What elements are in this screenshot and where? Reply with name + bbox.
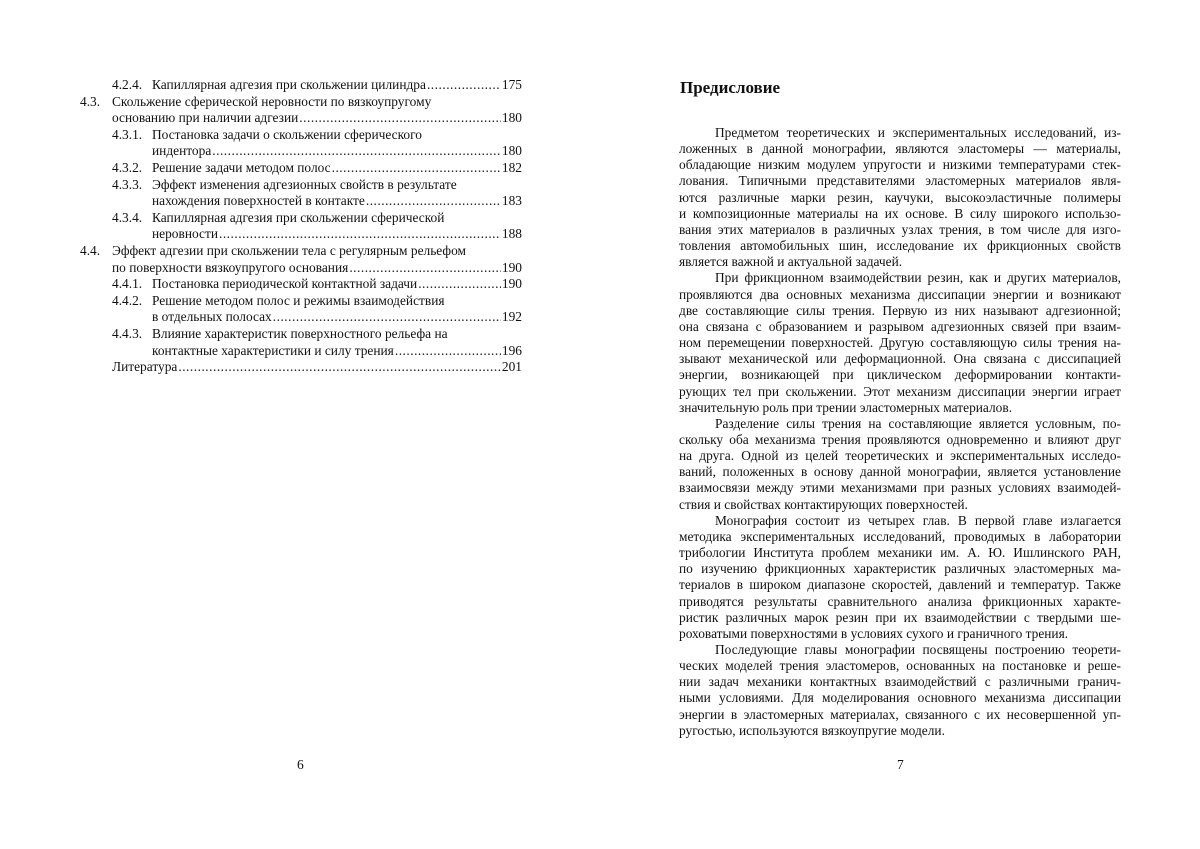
text-line: роховатыми поверхностями в условиях сухого и граничного трения. [679,625,1069,641]
preface-body [679,125,1121,739]
text-line: ными условиями. Для моделирования основного механизма диссипации [679,690,1121,706]
paragraph [679,270,1121,415]
text-line: товления автомобильных шин, исследование их фрикционных свойств [679,238,1121,254]
toc-entry-title: Эффект адгезии при скольжении тела с регулярным рельефом [112,242,466,258]
toc-page-number: 182 [501,159,522,175]
text-line: Последующие главы монографии посвящены построению теорети- [715,642,1121,657]
text-line: вания этих материалов в различных узлах трения, в том числе для изго- [679,221,1121,237]
toc-page-number: 196 [501,342,522,358]
dot-leader [219,226,501,243]
toc-entry-title: в отдельных полосах [152,309,272,325]
dot-leader [178,359,501,376]
toc-entry-title: по поверхности вязкоупругого основания [112,259,349,275]
toc-line [80,309,522,326]
text-line: Разделение силы трения на составляющие является условным, по- [715,415,1121,431]
toc-line [80,326,522,343]
toc-line [80,276,522,293]
right-page [600,0,1200,849]
toc-line [80,94,522,111]
toc-entry-number: 4.3. [80,93,101,109]
text-line: и композиционные материалы на их основе. В силу широкого использо- [679,205,1121,221]
toc-entry-title: индентора [152,143,212,159]
dot-leader [427,77,501,94]
toc-line [80,160,522,177]
toc-entry-title: контактные характеристики и силу трения [152,342,394,358]
toc-line [80,177,522,194]
text-line: зывают механической или деформационной. Она связана с диссипацией [679,351,1121,367]
text-line: методика экспериментальных исследований, проводимых в лаборатории [679,528,1121,544]
toc-entry-title: Капиллярная адгезия при скольжении цилиндра [152,77,426,92]
text-line: рующих тел при скольжении. Этот механизм диссипации энергии играет [679,383,1121,399]
toc-line [80,293,522,310]
dot-leader [349,260,501,277]
paragraph [679,125,1121,270]
dot-leader [299,110,501,127]
text-line: ствия и свойствах контактирующих поверхностей. [679,496,968,512]
toc-page-number: 201 [501,359,522,375]
text-line: по изучению фрикционных характеристик различных эластомерных ма- [679,561,1121,577]
text-line: значительную роль при трении эластомерных материалов. [679,399,1013,415]
paragraph [679,416,1121,513]
paragraph [679,642,1121,739]
text-line: ваний, положенных в основу данной монографии, является установление [679,464,1121,480]
text-line: энергии в эластомерных материалах, связанного с их несовершенной уп- [679,706,1121,722]
toc-entry-title: нахождения поверхностей в контакте [152,193,365,209]
toc-entry-title: Капиллярная адгезия при скольжении сферической [152,209,445,225]
paragraph [679,513,1121,642]
text-line: При фрикционном взаимодействии резин, как и других материалов, [715,270,1121,286]
toc-line [80,143,522,160]
text-line: Монография состоит из четырех глав. В первой главе излагается [715,512,1121,528]
toc-entry-number: 4.3.3. [112,176,143,192]
text-line: приводятся результаты сравнительного анализа фрикционных характе- [679,593,1121,609]
toc-entry-number: 4.3.4. [112,209,143,225]
toc-line [80,260,522,277]
toc-entry-number: 4.3.2. [112,159,143,175]
toc-entry-number: 4.4. [80,242,101,258]
toc-line [80,359,522,376]
toc-page-number: 180 [501,110,522,126]
dot-leader [273,309,501,326]
toc-page-number: 175 [501,77,522,92]
text-line: она связана с образованием и разрывом адгезионных связей при взаим- [679,318,1121,334]
toc-entry-title: Постановка периодической контактной задачи [152,276,418,292]
text-line: скольку оба механизма трения проявляются одновременно и влияют друг [679,431,1121,447]
toc-line [80,127,522,144]
text-line: на друга. Одной из целей теоретических и экспериментальных исследо- [679,448,1121,464]
toc-entry-title: Решение методом полос и режимы взаимодействия [152,292,445,308]
toc-entry-number: 4.4.3. [112,325,143,341]
toc-page-number: 188 [501,226,522,242]
text-line: териалов в широком диапазоне скоростей, давлений и температур. Также [679,577,1121,593]
toc-line [80,343,522,360]
dot-leader [418,276,501,293]
toc-line [80,193,522,210]
dot-leader [332,160,501,177]
text-line: проявляются два основных механизма диссипации энергии и возникают [679,286,1121,302]
dot-leader [366,193,501,210]
toc-entry-number: 4.4.2. [112,292,143,308]
text-line: ложенных в данной монографии, являются эластомеры — материалы, [679,141,1121,157]
toc-page-number: 192 [501,309,522,325]
text-line: нии задач механики контактных взаимодействий с различными гранич- [679,674,1121,690]
toc-entry-title: Постановка задачи о скольжении сферического [152,126,422,142]
text-line: ются различные марки резин, каучуки, высокоэластичные полимеры [679,189,1121,205]
text-line: ческих моделей трения эластомеров, основанных на постановке и реше- [679,658,1121,674]
dot-leader [395,343,501,360]
text-line: Предметом теоретических и экспериментальных исследований, из- [715,125,1121,140]
toc-entry-title: Эффект изменения адгезионных свойств в результате [152,176,457,192]
toc-page-number: 190 [501,276,522,292]
toc-page-number: 190 [501,259,522,275]
text-line: обладающие низким модулем упругости и низкими температурами стек- [679,157,1121,173]
text-line: трибологии Института проблем механики им. А. Ю. Ишлинского РАН, [679,545,1121,561]
toc-entry-number: 4.2.4. [112,77,143,92]
toc-page-number: 180 [501,143,522,159]
toc-entry-title: Влияние характеристик поверхностного рельефа на [152,325,448,341]
toc-line [80,210,522,227]
toc-entry-number: 4.4.1. [112,276,143,292]
toc-entry-number: 4.3.1. [112,126,143,142]
text-line: является важной и актуальной задачей. [679,254,903,270]
table-of-contents [80,77,522,376]
toc-line [80,110,522,127]
text-line: лования. Типичными представителями эластомерных материалов явля- [679,173,1121,189]
text-line: две составляющие силы трения. Первую из них называют адгезионной; [679,302,1121,318]
text-line: ном перемещении поверхностей. Другую составляющую силы трения на- [679,335,1121,351]
text-line: ругостью, используются вязкоупругие модели. [679,722,945,738]
toc-entry-title: Литература [112,359,178,375]
text-line: ристик различных марок резин при их взаимодействии с твердыми ше- [679,609,1121,625]
toc-line [80,226,522,243]
toc-line [80,77,522,94]
toc-entry-title: Скольжение сферической неровности по вязкоупругому [112,93,432,109]
toc-page-number: 183 [501,193,522,209]
page-number-left: 6 [297,757,304,772]
page-number-right: 7 [897,757,904,772]
toc-entry-title: Решение задачи методом полос [152,159,331,175]
dot-leader [212,143,501,160]
toc-entry-title: неровности [152,226,218,242]
toc-entry-title: основанию при наличии адгезии [112,110,299,126]
text-line: энергии, возникающей при циклическом деформировании контакти- [679,367,1121,383]
toc-line [80,243,522,260]
text-line: взаимосвязи между этими механизмами при разных условиях взаимодей- [679,480,1121,496]
section-heading: Предисловие [680,78,781,97]
